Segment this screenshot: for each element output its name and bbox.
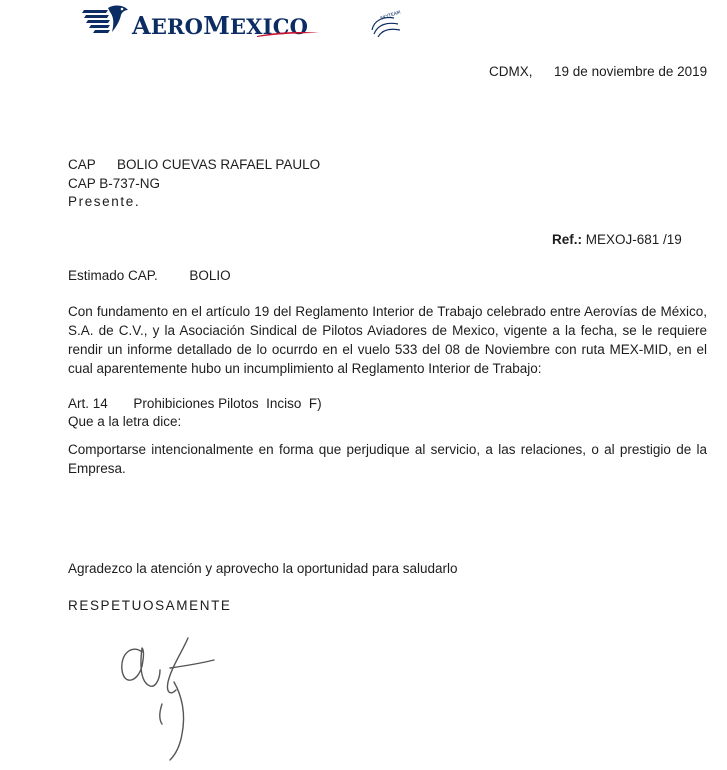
logo-swoosh [257, 31, 319, 37]
article-intro: Que a la letra dice: [68, 414, 182, 429]
closing-line: Agradezco la atención y aprovecho la oportunidad para saludarlo [68, 561, 458, 576]
article-line [68, 396, 322, 411]
salutation [68, 268, 231, 283]
recipient-title: CAP [68, 157, 96, 172]
recipient-name-line [68, 157, 320, 172]
svg-text:SKYTEAM: SKYTEAM [379, 10, 402, 22]
handwritten-signature [110, 630, 240, 765]
reference-label: Ref.: [552, 232, 582, 247]
eagle-knight-icon [82, 4, 130, 40]
salutation-prefix: Estimado CAP. [68, 268, 158, 283]
reference-value: MEXOJ-681 /19 [585, 232, 682, 247]
article-quote: Comportarse intencionalmente en forma que perjudique al servicio, a las relaciones, o al prestigio de la Empresa. [68, 442, 707, 476]
date: 19 de noviembre de 2019 [554, 64, 708, 79]
presente-line: Presente. [68, 194, 141, 209]
logo-wordmark: AEROMEXICO [132, 11, 309, 40]
reference-line [552, 232, 682, 247]
signoff: RESPETUOSAMENTE [68, 598, 232, 613]
article-description: Prohibiciones Pilotos Inciso F) [133, 396, 322, 411]
article-number: Art. 14 [68, 396, 108, 411]
date-line [489, 64, 707, 79]
skyteam-icon [366, 10, 406, 42]
recipient-name: BOLIO CUEVAS RAFAEL PAULO [117, 157, 321, 172]
salutation-name: BOLIO [189, 268, 231, 283]
body-paragraph: Con fundamento en el artículo 19 del Reglamento Interior de Trabajo celebrado entre Aerovías de México, S.A. de C.V., y la Asociación Sindical de Pilotos Aviadores de Mexico, vigente a la fecha, se le requiere rendir un informe detallado de lo ocurrdo en el vuelo 533 del 08 de Noviembre con ruta MEX-MID, en el cual aparentemente hubo un incumplimiento al Reglamento Interior de Trabajo: [68, 304, 707, 376]
recipient-aircraft: CAP B-737-NG [68, 176, 161, 191]
place: CDMX, [489, 64, 533, 79]
